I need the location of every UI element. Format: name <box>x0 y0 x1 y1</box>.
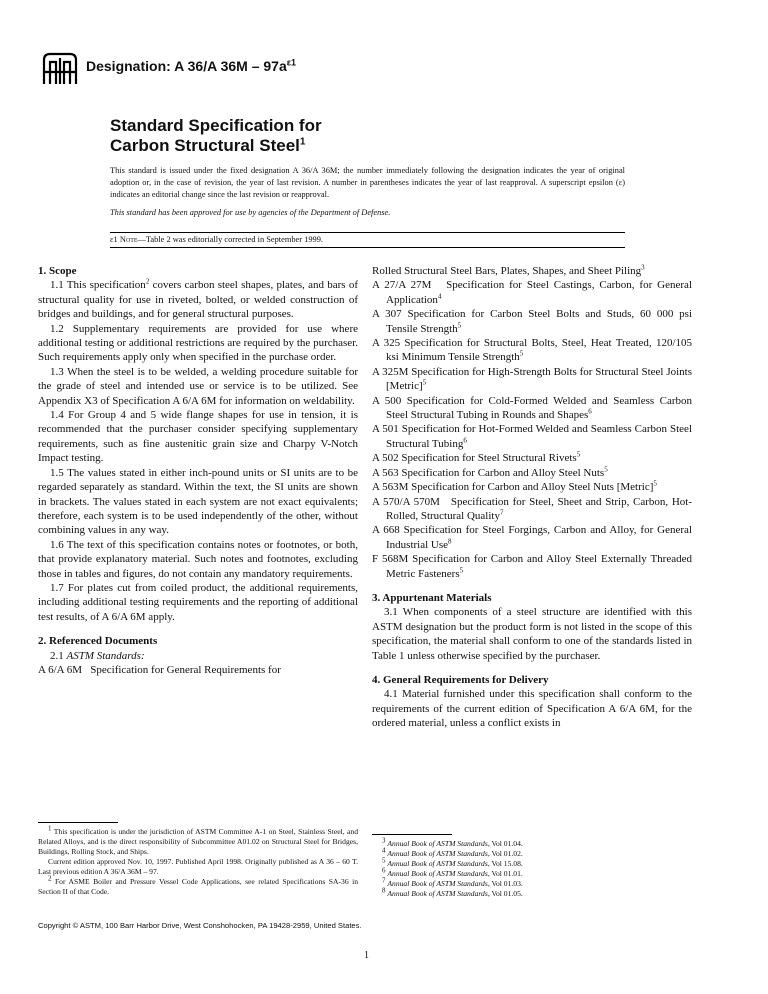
reference-text: A 325 Specification for Structural Bolts, Steel, Heat Treated, 120/105 ksi Minimum Tensile Strength <box>372 337 695 364</box>
reference-item <box>372 278 695 307</box>
reference-text: A 570/A 570M Specification for Steel, Sheet and Strip, Carbon, Hot-Rolled, Structural Quality <box>372 495 692 522</box>
footnote-num: 8 <box>382 886 386 895</box>
reference-item <box>372 394 695 423</box>
para-1-7: 1.7 For plates cut from coiled product, the additional requirements, including additional testing requirements and the reporting of additional test results, of A 6/A 6M apply. <box>38 581 358 623</box>
reference-text: A 668 Specification for Steel Forgings, Carbon and Alloy, for General Industrial Use <box>372 524 695 551</box>
designation <box>86 58 296 74</box>
reference-footnote-ref: 5 <box>576 450 581 459</box>
footnote-volume: , Vol 01.03. <box>487 879 523 888</box>
para-1-2: 1.2 Supplementary requirements are provided for use where additional testing or additional restrictions are required by the purchaser. Such requirements apply only when specified in the purchase order. <box>38 322 358 364</box>
approval-statement: This standard has been approved for use by agencies of the Department of Defense. <box>110 208 391 217</box>
reference-item <box>372 365 695 394</box>
reference-footnote-ref: 5 <box>519 349 524 358</box>
section-3-heading: 3. Appurtenant Materials <box>372 591 492 604</box>
left-column <box>38 264 358 677</box>
footnote-book: Annual Book of ASTM Standards <box>387 849 488 858</box>
reference-item <box>372 466 692 480</box>
footnote-1-num: 1 <box>48 824 52 833</box>
title-footnote-ref: 1 <box>299 136 306 148</box>
para-2-1-title: ASTM Standards: <box>66 649 145 662</box>
para-1-1-sup: 2 <box>145 277 150 286</box>
footnote-num: 5 <box>382 856 386 865</box>
reference-text: A 27/A 27M Specification for Steel Castings, Carbon, for General Application <box>372 279 695 306</box>
footnote-num: 3 <box>382 836 386 845</box>
footnote-volume: , Vol 01.01. <box>487 869 523 878</box>
footnote-2-text: For ASME Boiler and Pressure Vessel Code Applications, see related Specifications SA-36 in Section II of that Code. <box>38 877 358 896</box>
issued-statement: This standard is issued under the fixed designation A 36/A 36M; the number immediately following the designation indicates the year of original adoption or, in the case of revision, the year of last revision. A number in parentheses indicates the year of last reapproval. A superscript epsilon (ε) indicates an editorial change since the last revision or reapproval. <box>110 166 625 199</box>
para-3-1: 3.1 When components of a steel structure are identified with this ASTM designation but the product form is not listed in the scope of this specification, the material shall conform to one of the standards listed in Table 1 unless otherwise specified by the purchaser. <box>372 606 692 662</box>
footnote-volume: , Vol 01.04. <box>487 839 523 848</box>
footnote-1 <box>38 824 358 857</box>
footnote-rule-left <box>38 822 118 823</box>
reference-text: A 563M Specification for Carbon and Alloy Steel Nuts [Metric] <box>372 481 654 494</box>
footnote-num: 6 <box>382 866 386 875</box>
reference-item <box>372 264 692 278</box>
footnote-2 <box>38 874 358 897</box>
footnote-7 <box>372 876 692 889</box>
footnotes-left <box>38 824 358 897</box>
reference-item <box>372 336 695 365</box>
footnote-rule-right <box>372 834 452 835</box>
reference-text: A 307 Specification for Carbon Steel Bolts and Studs, 60 000 psi Tensile Strength <box>372 308 695 335</box>
title-line-2 <box>110 136 322 156</box>
reference-footnote-ref: 5 <box>459 565 464 574</box>
section-4-heading: 4. General Requirements for Delivery <box>372 673 549 686</box>
para-4-1: 4.1 Material furnished under this specification shall conform to the requirements of the current edition of Specification A 6/A 6M, for the ordered material, unless a conflict exists in <box>372 688 692 730</box>
para-2-1-num: 2.1 <box>50 649 67 662</box>
para-1-1 <box>38 278 358 321</box>
reference-text: A 501 Specification for Hot-Formed Welded and Seamless Carbon Steel Structural Tubing <box>372 423 695 450</box>
footnote-num: 4 <box>382 846 386 855</box>
reference-item <box>372 552 695 581</box>
document-title <box>110 116 322 156</box>
reference-footnote-ref: 5 <box>604 465 608 474</box>
reference-text: A 502 Specification for Steel Structural Rivets <box>372 452 577 465</box>
footnote-2-num: 2 <box>48 874 52 883</box>
front-matter <box>110 165 625 219</box>
reference-text: Rolled Structural Steel Bars, Plates, Shapes, and Sheet Piling <box>372 265 642 277</box>
reference-footnote-ref: 3 <box>641 263 645 272</box>
copyright-notice: Copyright © ASTM, 100 Barr Harbor Drive, West Conshohocken, PA 19428-2959, United States. <box>38 921 362 930</box>
reference-footnote-ref: 7 <box>499 508 504 517</box>
ref-a6: A 6/A 6M Specification for General Requirements for <box>38 663 281 676</box>
title-line-1: Standard Specification for <box>110 116 322 135</box>
para-1-1-a: 1.1 This specification <box>50 279 146 292</box>
reference-footnote-ref: 4 <box>437 292 442 301</box>
astm-logo <box>40 50 80 88</box>
reference-text: A 325M Specification for High-Strength Bolts for Structural Steel Joints [Metric] <box>372 365 695 393</box>
reference-list <box>372 263 695 581</box>
reference-item <box>372 422 695 451</box>
reference-footnote-ref: 5 <box>653 479 657 488</box>
footnote-book: Annual Book of ASTM Standards <box>387 889 488 898</box>
reference-text: A 500 Specification for Cold-Formed Welded and Seamless Carbon Steel Structural Tubing in Rounds and Shapes <box>372 394 695 422</box>
title-line-2-text: Carbon Structural Steel <box>110 136 300 155</box>
footnote-1-text: This specification is under the jurisdiction of ASTM Committee A-1 on Steel, Stainless Steel, and Related Alloys, and is the direct responsibility of Subcommittee A01.02 on Structural Steel for Bridges, Buildings, Rolling Stock, and Ships. <box>38 827 358 856</box>
footnote-6 <box>372 866 692 879</box>
note-label: Note <box>119 235 138 244</box>
reference-footnote-ref: 5 <box>457 320 462 329</box>
para-1-1-b: covers carbon steel shapes, plates, and bars of structural quality for use in riveted, bolted, or welded construction of bridges and buildings, and for general structural purposes. <box>38 279 358 321</box>
footnote-5 <box>372 856 692 869</box>
footnote-3 <box>372 836 692 849</box>
footnote-book: Annual Book of ASTM Standards <box>387 839 488 848</box>
reference-item <box>372 495 692 524</box>
section-2-heading: 2. Referenced Documents <box>38 635 158 648</box>
para-2-1 <box>38 649 358 663</box>
reference-text: A 563 Specification for Carbon and Alloy Steel Nuts <box>372 466 605 479</box>
footnote-1b: Current edition approved Nov. 10, 1997. Published April 1998. Originally published as A 36 – 60 T. Last previous edition A 36/A 36M – 97. <box>38 857 358 876</box>
page-number: 1 <box>364 950 369 961</box>
reference-footnote-ref: 8 <box>448 537 452 546</box>
footnote-8 <box>372 886 692 899</box>
reference-item <box>372 307 695 336</box>
note-text: —Table 2 was editorially corrected in September 1999. <box>137 235 323 244</box>
para-1-5: 1.5 The values stated in either inch-pound units or SI units are to be regarded separately as standard. Within the text, the SI units are shown in brackets. The values stated in each system are not exact equivalents; therefore, each system is to be used independently of the other, without combining values in any way. <box>38 466 358 537</box>
reference-item <box>372 451 692 465</box>
editorial-note <box>110 232 625 248</box>
section-1-heading: 1. Scope <box>38 265 77 277</box>
designation-superscript: ε1 <box>286 57 297 68</box>
footnote-book: Annual Book of ASTM Standards <box>387 869 488 878</box>
footnote-4 <box>372 846 692 859</box>
reference-footnote-ref: 5 <box>422 378 427 387</box>
reference-item <box>372 480 692 494</box>
footnote-volume: , Vol 01.02. <box>487 849 523 858</box>
reference-text: F 568M Specification for Carbon and Alloy Steel Externally Threaded Metric Fasteners <box>372 553 695 580</box>
footnotes-right <box>372 836 692 899</box>
reference-footnote-ref: 6 <box>463 436 467 445</box>
footnote-volume: , Vol 01.05. <box>487 889 523 898</box>
right-column <box>372 263 695 731</box>
footnote-book: Annual Book of ASTM Standards <box>387 879 488 888</box>
para-1-4: 1.4 For Group 4 and 5 wide flange shapes for use in tension, it is recommended that the purchaser consider specifying supplementary requirements, such as fine austenitic grain size and Charpy V-Notch Impact testing. <box>38 409 358 465</box>
para-1-6: 1.6 The text of this specification contains notes or footnotes, or both, that provide explanatory material. Such notes and footnotes, excluding those in tables and figures, do not contain any mandatory requirements. <box>38 538 358 580</box>
note-epsilon: ε1 <box>110 235 118 244</box>
reference-item <box>372 523 695 552</box>
para-1-3: 1.3 When the steel is to be welded, a welding procedure suitable for the grade of steel and intended use or service is to be utilized. See Appendix X3 of Specification A 6/A 6M for information on weldability. <box>38 365 358 407</box>
footnote-num: 7 <box>382 876 386 885</box>
reference-footnote-ref: 6 <box>588 407 592 416</box>
footnote-book: Annual Book of ASTM Standards <box>387 859 488 868</box>
footnote-volume: , Vol 15.08. <box>487 859 523 868</box>
designation-text: Designation: A 36/A 36M – 97a <box>86 58 287 74</box>
